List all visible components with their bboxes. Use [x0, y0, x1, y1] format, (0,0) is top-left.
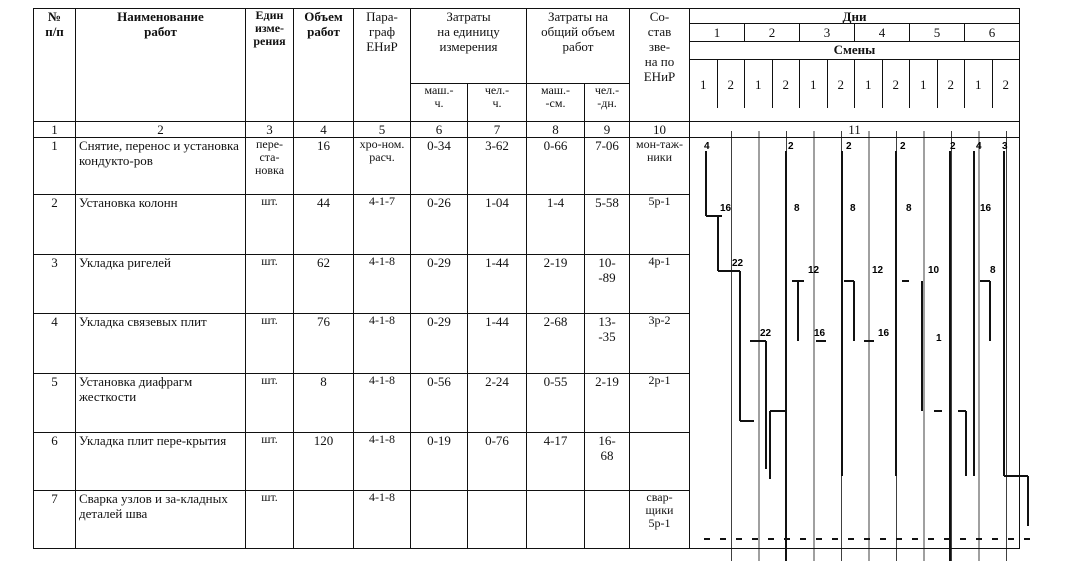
- duration-label: 8: [906, 203, 912, 214]
- duration-label: 16: [980, 203, 992, 214]
- cell-c7: [468, 491, 527, 549]
- cell-n: 3: [34, 255, 76, 314]
- cell-unit: шт.: [246, 491, 294, 549]
- cell-crew: мон-таж-ники: [630, 138, 690, 195]
- cell-c9: [585, 491, 630, 549]
- cell-c7: 1-04: [468, 195, 527, 255]
- cell-vol: 8: [294, 374, 354, 433]
- gantt-chart: [704, 131, 1034, 561]
- column-number-10: 10: [630, 122, 690, 138]
- column-number-11: 11: [690, 122, 1020, 138]
- cell-name: Сварка узлов и за-кладных деталей шва: [76, 491, 246, 549]
- cell-c9: 7-06: [585, 138, 630, 195]
- cell-name: Укладка ригелей: [76, 255, 246, 314]
- cell-n: 4: [34, 314, 76, 374]
- cell-par: хро-ном. расч.: [354, 138, 411, 195]
- cell-unit: шт.: [246, 195, 294, 255]
- cell-c9: 10- -89: [585, 255, 630, 314]
- shift-10: 2: [937, 60, 965, 108]
- cell-vol: [294, 491, 354, 549]
- cell-n: 1: [34, 138, 76, 195]
- header-number: № п/п: [34, 9, 76, 122]
- duration-label: 2: [846, 141, 852, 152]
- cell-unit: шт.: [246, 255, 294, 314]
- cell-c8: 0-55: [527, 374, 585, 433]
- header-cost-total: Затраты на общий объем работ: [527, 9, 630, 84]
- header-unit: Един изме- рения: [246, 9, 294, 122]
- shift-2: 2: [717, 60, 745, 108]
- shift-6: 2: [827, 60, 855, 108]
- cell-name: Снятие, перенос и установка кондукто-ров: [76, 138, 246, 195]
- cell-unit: пере-ста-новка: [246, 138, 294, 195]
- duration-label: 1: [936, 333, 942, 344]
- cell-name: Установка колонн: [76, 195, 246, 255]
- cell-vol: 44: [294, 195, 354, 255]
- shifts-title: Смены: [690, 42, 1019, 60]
- cell-par: 4-1-7: [354, 195, 411, 255]
- cell-c7: 1-44: [468, 255, 527, 314]
- cell-vol: 120: [294, 433, 354, 491]
- cell-n: 2: [34, 195, 76, 255]
- days-row: [690, 24, 1019, 42]
- cell-c9: 5-58: [585, 195, 630, 255]
- column-number-4: 4: [294, 122, 354, 138]
- cell-name: Установка диафрагм жесткости: [76, 374, 246, 433]
- header-crew: Со- став зве- на по ЕНиР: [630, 9, 690, 122]
- cell-crew: 5р-1: [630, 195, 690, 255]
- day-2: 2: [744, 24, 799, 41]
- duration-label: 2: [788, 141, 794, 152]
- duration-label: 16: [720, 203, 732, 214]
- day-5: 5: [909, 24, 964, 41]
- cell-c9: 16- 68: [585, 433, 630, 491]
- duration-label: 4: [976, 141, 982, 152]
- column-number-6: 6: [411, 122, 468, 138]
- cell-c6: 0-19: [411, 433, 468, 491]
- cell-crew: [630, 433, 690, 491]
- cell-vol: 62: [294, 255, 354, 314]
- days-title: Дни: [690, 9, 1019, 24]
- cell-par: 4-1-8: [354, 491, 411, 549]
- column-number-1: 1: [34, 122, 76, 138]
- cell-unit: шт.: [246, 433, 294, 491]
- cell-vol: 76: [294, 314, 354, 374]
- shift-3: 1: [744, 60, 772, 108]
- shifts-row: [690, 60, 1019, 108]
- cell-unit: шт.: [246, 314, 294, 374]
- cell-par: 4-1-8: [354, 374, 411, 433]
- duration-label: 16: [814, 328, 826, 339]
- duration-label: 12: [872, 265, 884, 276]
- shift-4: 2: [772, 60, 800, 108]
- header-chel-ch: чел.- ч.: [468, 84, 527, 122]
- cell-c8: 0-66: [527, 138, 585, 195]
- cell-c8: 1-4: [527, 195, 585, 255]
- cell-par: 4-1-8: [354, 433, 411, 491]
- header-mash-sm: маш.- -см.: [527, 84, 585, 122]
- day-6: 6: [964, 24, 1019, 41]
- cell-c8: [527, 491, 585, 549]
- shift-9: 1: [909, 60, 937, 108]
- cell-c6: 0-29: [411, 255, 468, 314]
- cell-c6: 0-56: [411, 374, 468, 433]
- cell-crew: 4р-1: [630, 255, 690, 314]
- cell-c7: 0-76: [468, 433, 527, 491]
- cell-c6: 0-34: [411, 138, 468, 195]
- header-volume: Объем работ: [294, 9, 354, 122]
- header-name: Наименование работ: [76, 9, 246, 122]
- duration-label: 4: [704, 141, 710, 152]
- column-number-7: 7: [468, 122, 527, 138]
- cell-vol: 16: [294, 138, 354, 195]
- cell-c7: 3-62: [468, 138, 527, 195]
- duration-label: 12: [808, 265, 820, 276]
- cell-par: 4-1-8: [354, 314, 411, 374]
- cell-c8: 4-17: [527, 433, 585, 491]
- shift-5: 1: [799, 60, 827, 108]
- header-paragraph: Пара- граф ЕНиР: [354, 9, 411, 122]
- shift-11: 1: [964, 60, 992, 108]
- shift-12: 2: [992, 60, 1020, 108]
- cell-unit: шт.: [246, 374, 294, 433]
- column-number-2: 2: [76, 122, 246, 138]
- duration-label: 22: [732, 258, 744, 269]
- duration-label: 8: [850, 203, 856, 214]
- duration-label: 22: [760, 328, 772, 339]
- day-4: 4: [854, 24, 909, 41]
- cell-c6: 0-26: [411, 195, 468, 255]
- column-number-8: 8: [527, 122, 585, 138]
- column-number-5: 5: [354, 122, 411, 138]
- duration-label: 8: [990, 265, 996, 276]
- cell-c7: 2-24: [468, 374, 527, 433]
- cell-c9: 2-19: [585, 374, 630, 433]
- cell-n: 5: [34, 374, 76, 433]
- cell-name: Укладка связевых плит: [76, 314, 246, 374]
- shift-1: 1: [700, 76, 707, 92]
- cell-c8: 2-68: [527, 314, 585, 374]
- cell-c9: 13- -35: [585, 314, 630, 374]
- day-1: 1: [713, 25, 721, 40]
- duration-label: 2: [950, 141, 956, 152]
- header-mash-ch: маш.- ч.: [411, 84, 468, 122]
- header-timeline: [690, 9, 1020, 122]
- shift-7: 1: [854, 60, 882, 108]
- duration-label: 2: [900, 141, 906, 152]
- cell-crew: 3р-2: [630, 314, 690, 374]
- cell-n: 6: [34, 433, 76, 491]
- cell-c7: 1-44: [468, 314, 527, 374]
- cell-n: 7: [34, 491, 76, 549]
- cell-crew: 2р-1: [630, 374, 690, 433]
- duration-label: 10: [928, 265, 940, 276]
- cell-c6: 0-29: [411, 314, 468, 374]
- duration-label: 3: [1002, 141, 1008, 152]
- column-number-3: 3: [246, 122, 294, 138]
- cell-crew: свар-щики 5р-1: [630, 491, 690, 549]
- shift-8: 2: [882, 60, 910, 108]
- duration-label: 8: [794, 203, 800, 214]
- duration-label: 16: [878, 328, 890, 339]
- cell-c8: 2-19: [527, 255, 585, 314]
- column-number-9: 9: [585, 122, 630, 138]
- cell-c6: [411, 491, 468, 549]
- cell-name: Укладка плит пере-крытия: [76, 433, 246, 491]
- day-3: 3: [799, 24, 854, 41]
- cell-par: 4-1-8: [354, 255, 411, 314]
- header-chel-dn: чел.- -дн.: [585, 84, 630, 122]
- header-cost-unit: Затраты на единицу измерения: [411, 9, 527, 84]
